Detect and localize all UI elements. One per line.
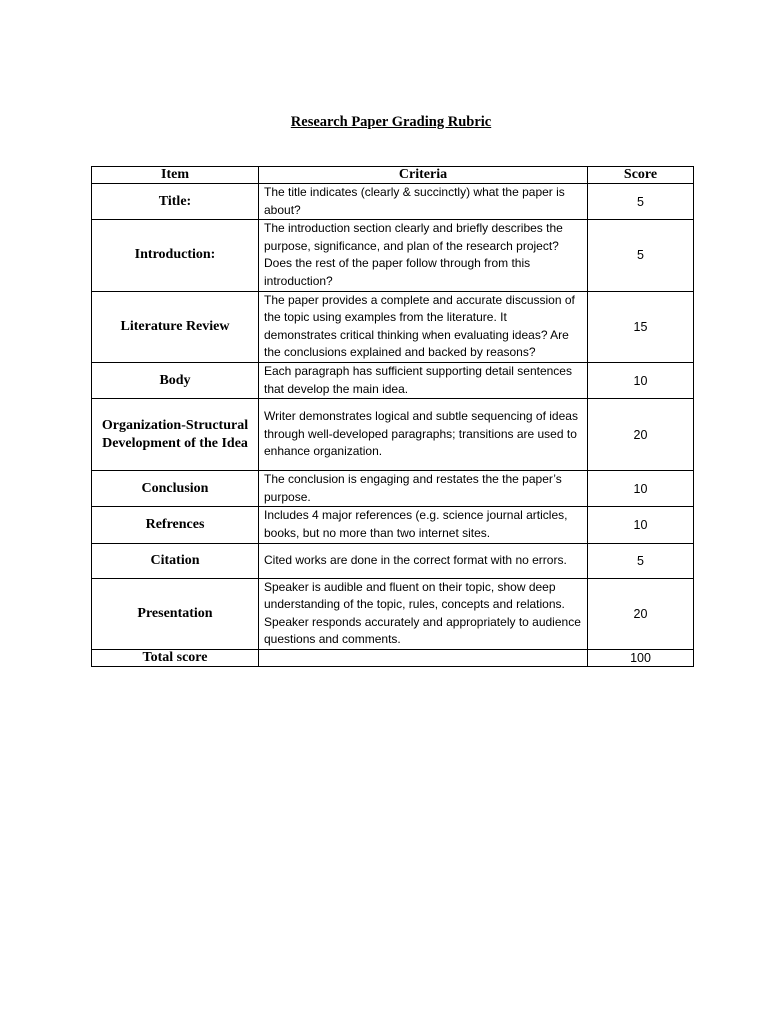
table-row bbox=[92, 220, 694, 291]
criteria-cell: The title indicates (clearly & succinctly) what the paper is about? bbox=[259, 184, 588, 220]
table-row bbox=[92, 543, 694, 578]
item-cell: Refrences bbox=[92, 507, 259, 543]
item-cell: Organization-Structural Development of the Idea bbox=[92, 399, 259, 471]
table-row bbox=[92, 578, 694, 649]
page-title: Research Paper Grading Rubric bbox=[290, 114, 492, 130]
criteria-cell: Each paragraph has sufficient supporting detail sentences that develop the main idea. bbox=[259, 362, 588, 398]
table-row bbox=[92, 399, 694, 471]
score-cell: 10 bbox=[588, 362, 694, 398]
criteria-cell: Speaker is audible and fluent on their topic, show deep understanding of the topic, rules, concepts and relations. Speaker responds accurately and appropriately to audience questions and comments. bbox=[259, 578, 588, 649]
column-header-criteria: Criteria bbox=[259, 167, 588, 184]
item-cell: Citation bbox=[92, 543, 259, 578]
score-cell: 10 bbox=[588, 471, 694, 507]
score-cell: 20 bbox=[588, 578, 694, 649]
criteria-cell: Writer demonstrates logical and subtle sequencing of ideas through well-developed paragraphs; transitions are used to enhance organization. bbox=[259, 399, 588, 471]
item-cell: Body bbox=[92, 362, 259, 398]
column-header-score: Score bbox=[588, 167, 694, 184]
total-label: Total score bbox=[92, 649, 259, 666]
total-criteria-cell bbox=[259, 649, 588, 666]
column-header-item: Item bbox=[92, 167, 259, 184]
score-cell: 5 bbox=[588, 184, 694, 220]
score-cell: 5 bbox=[588, 543, 694, 578]
item-cell: Title: bbox=[92, 184, 259, 220]
item-cell: Literature Review bbox=[92, 291, 259, 362]
total-score: 100 bbox=[588, 649, 694, 666]
item-cell: Conclusion bbox=[92, 471, 259, 507]
criteria-cell: The introduction section clearly and briefly describes the purpose, significance, and plan of the research project? Does the rest of the paper follow through from this introduction? bbox=[259, 220, 588, 291]
total-row bbox=[92, 649, 694, 666]
criteria-cell: Includes 4 major references (e.g. science journal articles, books, but no more than two internet sites. bbox=[259, 507, 588, 543]
score-cell: 15 bbox=[588, 291, 694, 362]
score-cell: 10 bbox=[588, 507, 694, 543]
item-cell: Presentation bbox=[92, 578, 259, 649]
score-cell: 20 bbox=[588, 399, 694, 471]
header-row bbox=[92, 167, 694, 184]
score-cell: 5 bbox=[588, 220, 694, 291]
criteria-cell: The conclusion is engaging and restates the the paper’s purpose. bbox=[259, 471, 588, 507]
criteria-cell: Cited works are done in the correct format with no errors. bbox=[259, 543, 588, 578]
table-row bbox=[92, 184, 694, 220]
criteria-cell: The paper provides a complete and accurate discussion of the topic using examples from the literature. It demonstrates critical thinking when evaluating ideas? Are the conclusions explained and backed by reasons? bbox=[259, 291, 588, 362]
table-row bbox=[92, 362, 694, 398]
table-row bbox=[92, 471, 694, 507]
item-cell: Introduction: bbox=[92, 220, 259, 291]
table-row bbox=[92, 507, 694, 543]
table-row bbox=[92, 291, 694, 362]
rubric-table bbox=[91, 166, 694, 667]
